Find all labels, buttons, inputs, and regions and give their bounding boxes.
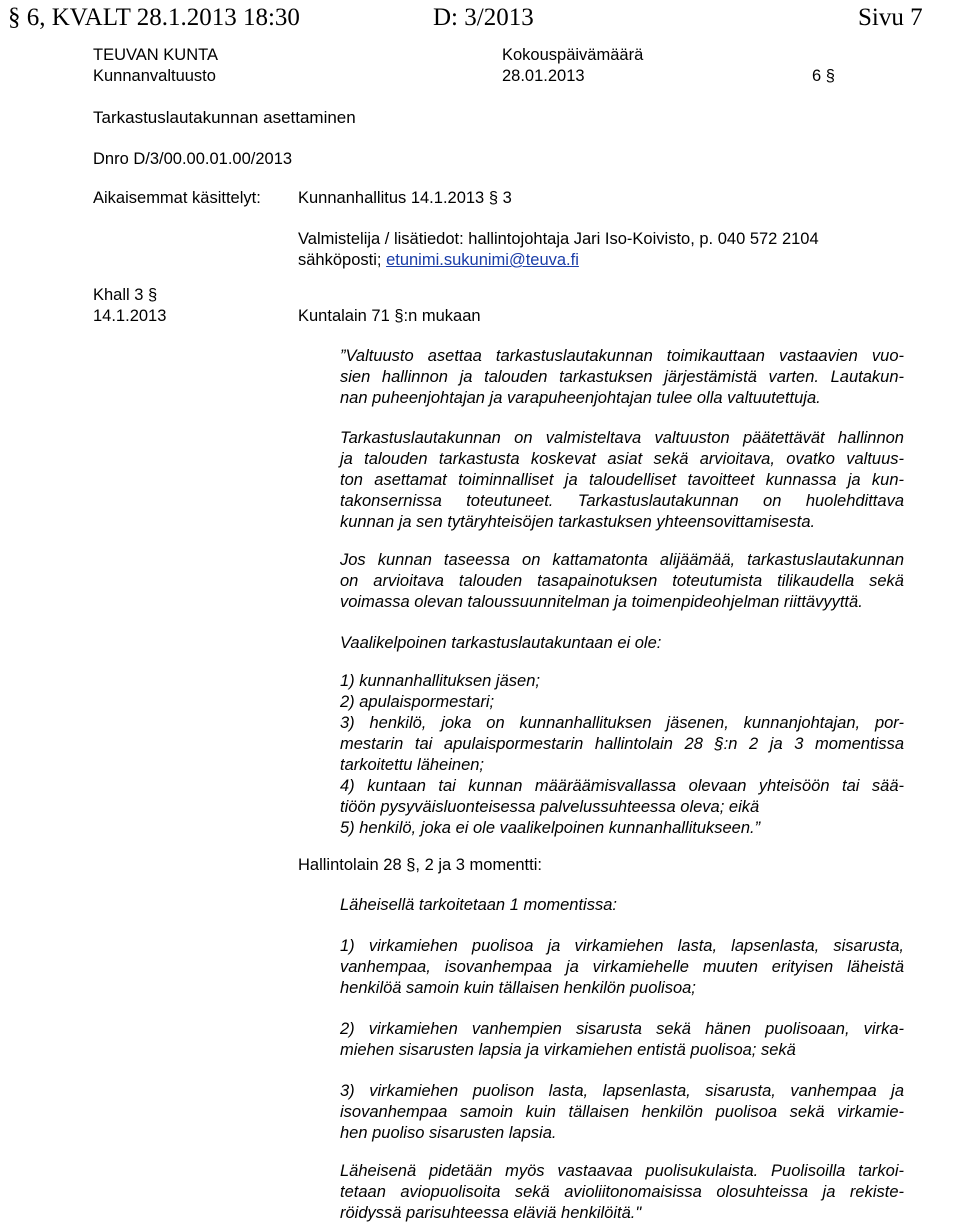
text-line: 1) virkamiehen puolisoa ja virkamiehen lasta, lapsenlasta, sisarusta, <box>340 937 904 955</box>
text-line: 3) virkamiehen puolison lasta, lapsenlasta, sisarusta, vanhempaa ja <box>340 1082 904 1100</box>
preparer-email-line <box>298 250 579 271</box>
list-item: 2) apulaispormestari; <box>340 693 495 711</box>
text-line: ton asettamat toiminnalliset ja taloudelliset tavoitteet kunnassa ja kun- <box>340 471 904 489</box>
text-line: isovanhempaa samoin kuin tällaisen henkilön puolisoa sekä virkamie- <box>340 1103 904 1121</box>
text-line: Tarkastuslautakunnan on valmisteltava valtuuston päätettävät hallinnon <box>340 429 904 447</box>
paragraph-2 <box>340 428 904 533</box>
text-line: miehen sisarusten lapsia ja virkamiehen entistä puolisoa; sekä <box>340 1041 796 1059</box>
text-line: röidyssä parisuhteessa eläviä henkilöitä." <box>340 1204 642 1222</box>
text-line: henkilöä samoin kuin tällaisen henkilön puolisoa; <box>340 979 696 997</box>
prev-handling-value: Kunnanhallitus 14.1.2013 § 3 <box>298 189 512 207</box>
law-heading: Kuntalain 71 §:n mukaan <box>298 307 481 325</box>
text-line: on arvioitava talouden tasapainotuksen toteutumista tilikaudella sekä <box>340 572 904 590</box>
text-line: kunnan ja sen tytäryhteisöjen tarkastuksen yhteensovittamisesta. <box>340 513 816 531</box>
org-name: TEUVAN KUNTA <box>93 46 218 64</box>
prev-handling-label: Aikaisemmat käsittelyt: <box>93 189 261 207</box>
laheisella-heading <box>340 895 904 916</box>
hallintolaki-heading: Hallintolain 28 §, 2 ja 3 momentti: <box>298 856 542 874</box>
eligibility-list <box>340 671 904 839</box>
date-label: Kokouspäivämäärä <box>502 46 644 64</box>
list-item: 3) henkilö, joka on kunnanhallituksen jäsenen, kunnanjohtajan, por- <box>340 714 904 732</box>
text-line: ”Valtuusto asettaa tarkastuslautakunnan toimikauttaan vastaavien vuo- <box>340 347 904 365</box>
text-line: Vaalikelpoinen tarkastuslautakuntaan ei ole: <box>340 634 662 652</box>
text-line: Jos kunnan taseessa on kattamatonta alijäämää, tarkastuslautakunnan <box>340 551 904 569</box>
eligibility-heading <box>340 633 904 654</box>
list-item: 4) kuntaan tai kunnan määräämisvallassa olevaan yhteisöön tai sää- <box>340 777 904 795</box>
quote-paragraph <box>340 346 904 409</box>
text-line: Läheisellä tarkoitetaan 1 momentissa: <box>340 896 617 914</box>
text-line: takonsernissa toteutuneet. Tarkastuslautakunnan on huolehdittava <box>340 492 904 510</box>
list-item: tarkoitettu läheinen; <box>340 756 485 774</box>
section-number: 6 § <box>812 67 835 85</box>
email-prefix: sähköposti; <box>298 251 387 269</box>
text-line: sien hallinnon ja talouden tarkastuksen järjestämistä varten. Lautakun- <box>340 368 904 386</box>
text-line: tetaan aviopuolisoita sekä avioliitonomaisissa olosuhteissa ja rekiste- <box>340 1183 904 1201</box>
text-line: vanhempaa, isovanhempaa ja virkamiehelle muuten erityisen läheistä <box>340 958 904 976</box>
relative-definition-1 <box>340 936 904 999</box>
dnro: Dnro D/3/00.00.01.00/2013 <box>93 150 293 168</box>
text-line: ja talouden tarkastusta koskevat asiat sekä arvioitava, ovatko valtuus- <box>340 450 904 468</box>
text-line: Läheisenä pidetään myös vastaavaa puolisukulaista. Puolisoilla tarkoi- <box>340 1162 904 1180</box>
list-item: 1) kunnanhallituksen jäsen; <box>340 672 540 690</box>
relative-definition-4 <box>340 1161 904 1224</box>
relative-definition-3 <box>340 1081 904 1144</box>
page-header-right: Sivu 7 <box>858 4 923 31</box>
list-item: tiöön pysyväisluonteisessa palvelussuhteessa oleva; eikä <box>340 798 760 816</box>
text-line: 2) virkamiehen vanhempien sisarusta sekä hänen puolisoaan, virka- <box>340 1020 904 1038</box>
text-line: nan puheenjohtajan ja varapuheenjohtajan tulee olla valtuutettuja. <box>340 389 821 407</box>
text-line: voimassa olevan taloussuunnitelman ja toimenpideohjelman riittävyyttä. <box>340 593 863 611</box>
list-item: 5) henkilö, joka ei ole vaalikelpoinen kunnanhallitukseen.” <box>340 819 761 837</box>
text-line: hen puoliso sisarusten lapsia. <box>340 1124 557 1142</box>
document-title: Tarkastuslautakunnan asettaminen <box>93 108 356 127</box>
paragraph-3 <box>340 550 904 613</box>
khall-date: 14.1.2013 <box>93 307 167 325</box>
khall-label: Khall 3 § <box>93 286 158 304</box>
page-header-middle: D: 3/2013 <box>433 4 534 31</box>
list-item: mestarin tai apulaispormestarin hallintolain 28 §:n 2 ja 3 momentissa <box>340 735 904 753</box>
preparer-line: Valmistelija / lisätiedot: hallintojohtaja Jari Iso-Koivisto, p. 040 572 2104 <box>298 230 819 248</box>
body-name: Kunnanvaltuusto <box>93 67 216 85</box>
email-link[interactable]: etunimi.sukunimi@teuva.fi <box>386 251 579 269</box>
relative-definition-2 <box>340 1019 904 1061</box>
meeting-date: 28.01.2013 <box>502 67 585 85</box>
page-header-left: § 6, KVALT 28.1.2013 18:30 <box>8 4 300 31</box>
